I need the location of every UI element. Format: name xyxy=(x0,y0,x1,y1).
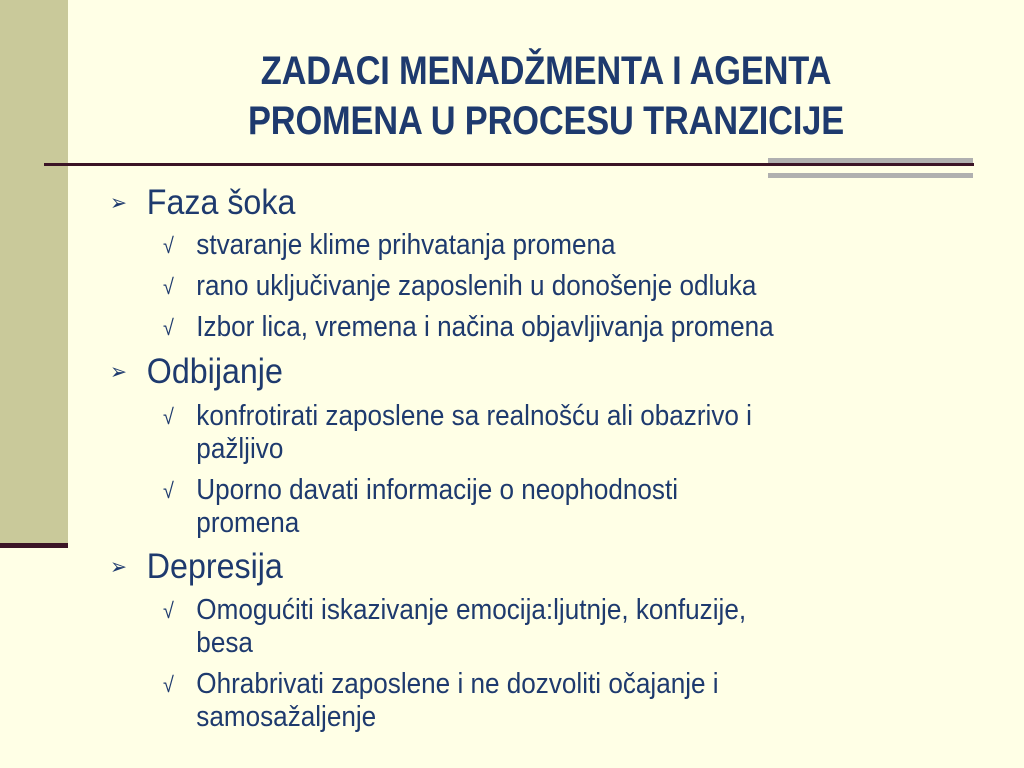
list-item xyxy=(163,400,752,466)
check-mark-icon: √ xyxy=(163,478,174,503)
check-mark-icon: √ xyxy=(163,315,174,340)
slide-title-line-2: PROMENA U PROCESU TRANZICIJE xyxy=(248,99,844,143)
list-item xyxy=(163,311,774,344)
list-item-text-line-2: samosažaljenje xyxy=(196,701,377,733)
section-heading-depresija xyxy=(110,547,283,587)
list-item xyxy=(163,668,719,734)
list-item-text-line-2: promena xyxy=(196,507,300,539)
slide-title-line-1: ZADACI MENADŽMENTA I AGENTA xyxy=(260,49,832,93)
list-item-text-line-2: besa xyxy=(196,627,253,659)
check-mark-icon: √ xyxy=(163,404,174,429)
arrow-bullet-icon: ➢ xyxy=(110,554,127,579)
list-item-text-line-1: konfrotirati zaposlene sa realnošću ali obazrivo i xyxy=(196,400,752,432)
check-mark-icon: √ xyxy=(163,598,174,623)
list-item-text: rano uključivanje zaposlenih u donošenje odluka xyxy=(196,270,757,302)
list-item-text-line-2: pažljivo xyxy=(196,433,284,465)
check-mark-icon: √ xyxy=(163,233,174,258)
list-item xyxy=(163,594,746,660)
section-heading-label: Odbijanje xyxy=(146,352,283,391)
section-heading-odbijanje xyxy=(110,352,283,392)
arrow-bullet-icon: ➢ xyxy=(110,359,127,384)
list-item-text: Izbor lica, vremena i načina objavljivanja promena xyxy=(196,311,774,343)
arrow-bullet-icon: ➢ xyxy=(110,190,127,215)
section-heading-label: Faza šoka xyxy=(146,183,296,222)
list-item xyxy=(163,229,616,262)
check-mark-icon: √ xyxy=(163,672,174,697)
list-item xyxy=(163,270,756,303)
list-item-text-line-1: Ohrabrivati zaposlene i ne dozvoliti očajanje i xyxy=(196,668,719,700)
list-item xyxy=(163,474,678,540)
check-mark-icon: √ xyxy=(163,274,174,299)
list-item-text: stvaranje klime prihvatanja promena xyxy=(196,229,616,261)
list-item-text-line-1: Omogućiti iskazivanje emocija:ljutnje, konfuzije, xyxy=(196,594,747,626)
list-item-text-line-1: Uporno davati informacije o neophodnosti xyxy=(196,474,679,506)
section-heading-faza-soka xyxy=(110,183,295,223)
section-heading-label: Depresija xyxy=(146,547,283,586)
